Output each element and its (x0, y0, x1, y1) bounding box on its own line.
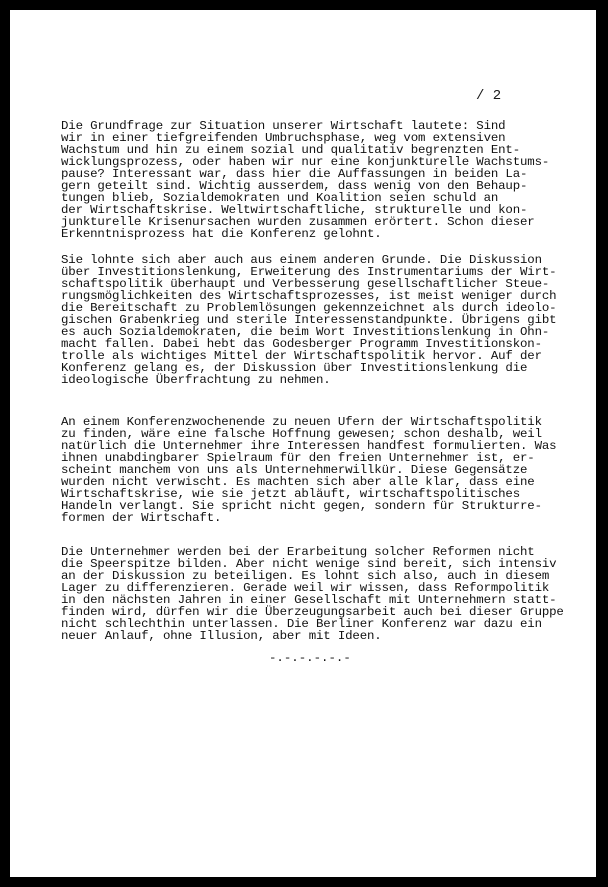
text-line: Wachstum und hin zu einem sozial und qualitativ begrenzten Ent- (61, 143, 520, 157)
text-line: An einem Konferenzwochenende zu neuen Ufern der Wirtschaftspolitik (61, 415, 542, 429)
text-line: die Bereitschaft zu Problemlösungen gekennzeichnet als durch ideolo- (61, 301, 557, 315)
text-line: tungen blieb, Sozialdemokraten und Koalition seien schuld an (61, 191, 499, 205)
text-line: an der Diskussion zu beteiligen. Es lohnt sich also, auch in diesem (61, 569, 550, 583)
text-line: wir in einer tiefgreifenden Umbruchsphase, weg vom extensiven (61, 131, 506, 145)
text-line: gischen Grabenkrieg und sterile Interessenstandpunkte. Übrigens gibt (61, 313, 557, 327)
paragraph-1 (61, 120, 561, 240)
text-line: Die Unternehmer werden bei der Erarbeitung solcher Reformen nicht (61, 545, 535, 559)
text-line: Wirtschaftskrise, wie sie jetzt abläuft, wirtschaftspolitisches (61, 487, 520, 501)
text-line: nicht schlechthin unterlassen. Die Berliner Konferenz war dazu ein (61, 617, 542, 631)
text-line: Lager zu differenzieren. Gerade weil wir wissen, dass Reformpolitik (61, 581, 550, 595)
document-body (61, 119, 564, 643)
document-page (10, 10, 596, 877)
text-line: Sie lohnte sich aber auch aus einem anderen Grunde. Die Diskussion (61, 253, 542, 267)
text-line: es auch Sozialdemokraten, die beim Wort Investitionslenkung in Ohn- (61, 325, 550, 339)
paragraph-3 (61, 416, 561, 524)
page-number: / 2 (476, 88, 502, 104)
text-line: Handeln verlangt. Sie spricht nicht gegen, sondern für Strukturre- (61, 499, 542, 513)
text-line: finden wird, dürfen wir die Überzeugungsarbeit auch bei dieser Gruppe (61, 605, 564, 619)
text-line: wurden nicht verwischt. Es machten sich aber alle klar, dass eine (61, 475, 535, 489)
text-line: neuer Anlauf, ohne Illusion, aber mit Ideen. (61, 629, 382, 643)
text-line: über Investitionslenkung, Erweiterung des Instrumentariums der Wirt- (61, 265, 557, 279)
text-line: wicklungsprozess, oder haben wir nur eine konjunkturelle Wachstums- (61, 155, 550, 169)
text-line: die Speerspitze bilden. Aber nicht wenige sind bereit, sich intensiv (61, 557, 557, 571)
text-line: scheint manchem von uns als Unternehmerwillkür. Diese Gegensätze (61, 463, 528, 477)
text-line: formen der Wirtschaft. (61, 511, 222, 525)
text-line: rungsmöglichkeiten des Wirtschaftsprozesses, ist meist weniger durch (61, 289, 557, 303)
text-line: Erkenntnisprozess hat die Konferenz gelohnt. (61, 227, 382, 241)
paragraph-4 (61, 545, 564, 643)
text-line: schaftspolitik überhaupt und Verbesserung gesellschaftlicher Steue- (61, 277, 550, 291)
text-line: Die Grundfrage zur Situation unserer Wirtschaft lautete: Sind (61, 119, 506, 133)
text-line: ihnen unabdingbarer Spielraum für den freien Unternehmer ist, er- (61, 451, 535, 465)
text-line: junkturelle Krisenursachen wurden zusammen erörtert. Schon dieser (61, 215, 535, 229)
text-line: pause? Interessant war, dass hier die Auffassungen in beiden La- (61, 167, 528, 181)
end-mark: -.-.-.-.-.- (269, 651, 351, 665)
text-line: der Wirtschaftskrise. Weltwirtschaftliche, strukturelle und kon- (61, 203, 528, 217)
text-line: trolle als wichtiges Mittel der Wirtschaftspolitik hervor. Auf der (61, 349, 542, 363)
text-line: ideologische Überfrachtung zu nehmen. (61, 373, 331, 387)
text-line: zu finden, wäre eine falsche Hoffnung gewesen; schon deshalb, weil (61, 427, 542, 441)
text-line: natürlich die Unternehmer ihre Interessen handfest formulierten. Was (61, 439, 557, 453)
text-line: in den nächsten Jahren in einer Gesellschaft mit Unternehmern statt- (61, 593, 557, 607)
text-line: gern geteilt sind. Wichtig ausserdem, dass wenig von den Behaup- (61, 179, 528, 193)
text-line: Konferenz gelang es, der Diskussion über Investitionslenkung die (61, 361, 528, 375)
paragraph-2 (61, 254, 561, 386)
text-line: macht fallen. Dabei hebt das Godesberger Programm Investitionskon- (61, 337, 542, 351)
